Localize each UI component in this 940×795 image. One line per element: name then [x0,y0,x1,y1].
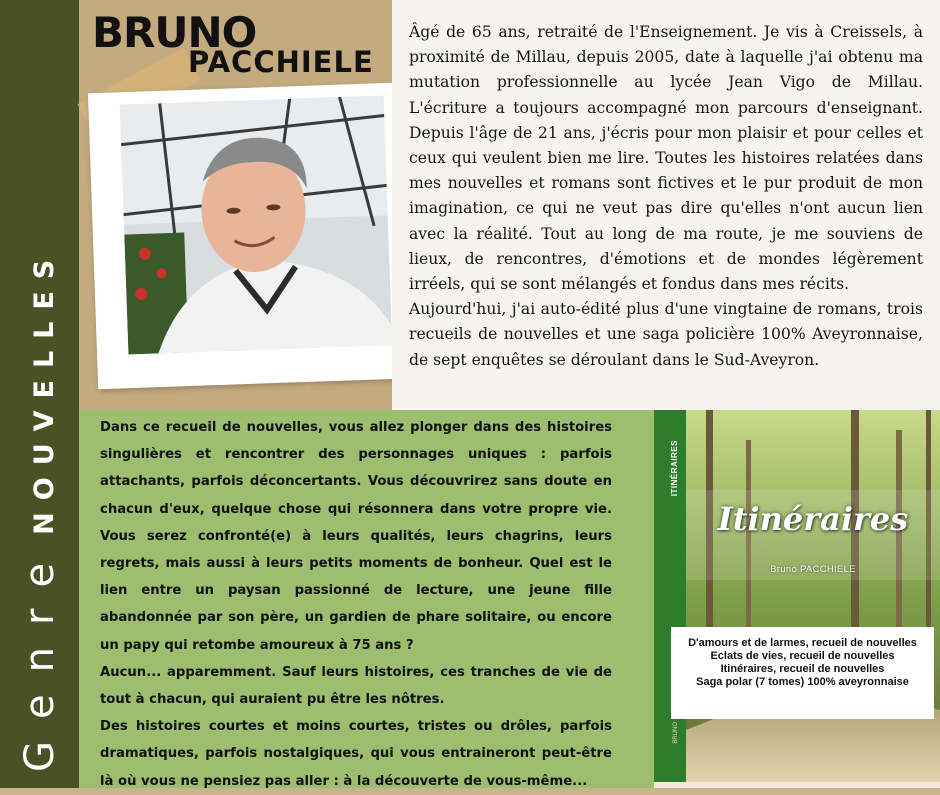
works-item: D'amours et de larmes, recueil de nouvelles [688,637,917,649]
genre-vertical-label [17,247,80,772]
spine-title: ITINÉRAIRES [670,440,679,497]
author-last-name: PACCHIELE [188,45,374,79]
summary-paragraph: Dans ce recueil de nouvelles, vous allez plonger dans des histoires singulières et rencontrer des personnages uniques : parfois attachants, parfois déconcertants. Vous découvrirez sans doute en chacun d'eux, quelque chose qui résonnera dans votre propre vie. Vous serez confronté(e) à leurs qualités, leurs chagrins, leurs regrets, mais aussi à leurs petits moments de bonheur. Quel est le lien entre un paysan passionné de lecture, une jeune fille abandonnée par son père, un gardien de phare solitaire, ou encore un papy qui retombe amoureux à 75 ans ? [100,420,612,653]
summary-text [100,414,612,795]
works-item: Itinéraires, recueil de nouvelles [720,663,885,675]
spine-author: BRUNO [673,722,679,744]
book-cover [686,410,940,782]
genre-sidebar [0,0,79,788]
summary-paragraph: Aucun... apparemment. Sauf leurs histoires, ces tranches de vie de tout à chacun, qui auraient pu être les nôtres. [100,664,612,708]
book-author: Bruno PACCHIELE [770,564,856,575]
works-list [671,627,934,719]
works-item: Eclats de vies, recueil de nouvelles [710,650,895,662]
book-title: Itinéraires [717,500,909,538]
bio-paragraph: Aujourd'hui, j'ai auto-édité plus d'une vingtaine de romans, trois recueils de nouvelles et une saga policière 100% Aveyronnaise, de sept enquêtes se déroulant dans le Sud-Aveyron. [409,300,923,369]
bio-text [409,20,923,373]
category-label: NOUVELLES [29,247,60,535]
summary-paragraph: Des histoires courtes et moins courtes, tristes ou drôles, parfois dramatiques, parfois nostalgiques, qui vous entraineront peut-être là où vous ne pensiez pas aller : à la découverte de vous-même... [100,719,612,789]
bio-paragraph: Âgé de 65 ans, retraité de l'Enseignement. Je vis à Creissels, à proximité de Millau, depuis 2005, date à laquelle j'ai obtenu ma mutation professionnelle au lycée Jean Vigo de Millau. L'écriture a toujours accompagné mon parcours d'enseignant. Depuis l'âge de 21 ans, j'écris pour mon plaisir et pour celles et ceux qui veulent bien me lire. Toutes les histoires relatées dans mes nouvelles et romans sont fictives et le pur produit de mon imagination, ce qui ne veut pas dire qu'elles n'ont aucun lien avec la réalité. Tout au long de ma route, je me souviens de lieux, de rencontres, d'émotions et de mondes légèrement irréels, qui se sont mélangés et fondus dans mes récits. [409,23,923,294]
works-item: Saga polar (7 tomes) 100% aveyronnaise [696,676,909,688]
author-first-name: BRUNO [92,8,257,57]
author-photo [120,95,393,354]
genre-label: Genre [17,540,63,772]
